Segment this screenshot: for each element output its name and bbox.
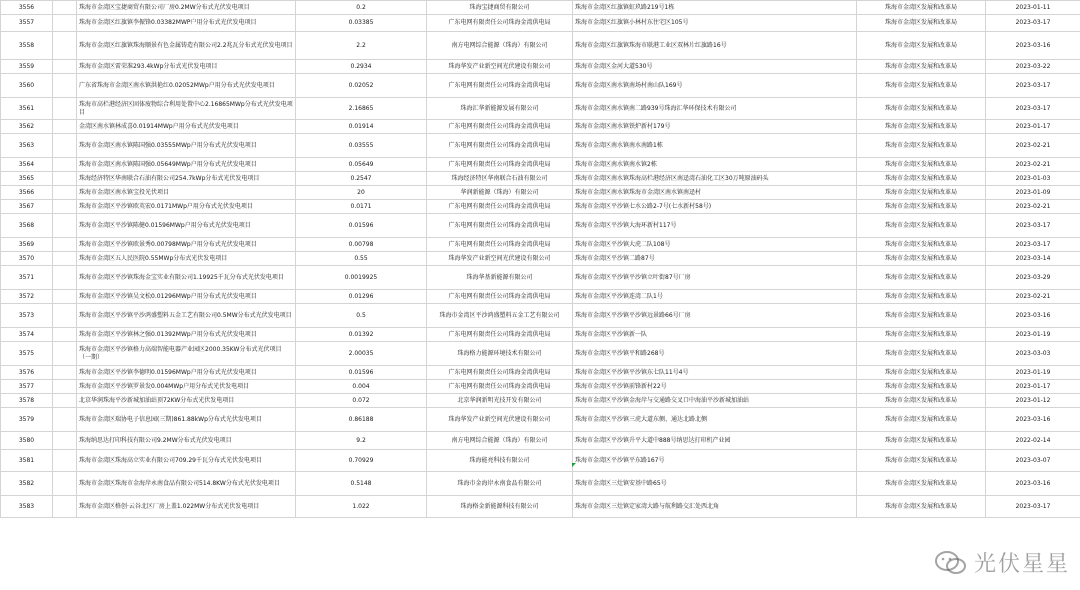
company-cell[interactable]: 广东电网有限责任公司珠海金湾供电局 <box>427 158 573 172</box>
capacity-cell[interactable]: 2.16865 <box>296 98 427 120</box>
row-index[interactable]: 3566 <box>1 186 53 200</box>
date-cell[interactable]: 2023-03-16 <box>986 32 1080 60</box>
company-cell[interactable]: 北京华润新明光技开发有限公司 <box>427 394 573 408</box>
address-cell[interactable]: 珠海市金湾区平沙镇平和路268号 <box>573 342 857 366</box>
table-row <box>1 380 1080 394</box>
address-cell[interactable]: 珠海市金湾区三灶镇定家湾大路与航利路交汇处西北角 <box>573 496 857 518</box>
table-body <box>1 1 1080 518</box>
address-cell[interactable]: 珠海市金湾区南水镇南场村南山队169号 <box>573 74 857 98</box>
row-index[interactable]: 3562 <box>1 120 53 134</box>
row-gap[interactable] <box>53 266 77 290</box>
date-cell[interactable]: 2023-03-29 <box>986 266 1080 290</box>
company-cell[interactable]: 广东电网有限责任公司珠海金湾供电局 <box>427 380 573 394</box>
department-cell[interactable]: 珠海市金湾区发展和改革局 <box>857 472 986 496</box>
company-cell[interactable]: 南方电网综合能源（珠海）有限公司 <box>427 32 573 60</box>
project-name-cell[interactable]: 珠海市高栏港经济区固体废物综合利用处置中心2.16865MWp分布式光伏发电项目 <box>77 98 296 120</box>
row-gap[interactable] <box>53 290 77 304</box>
capacity-cell[interactable]: 0.2 <box>296 1 427 15</box>
table-row <box>1 172 1080 186</box>
date-cell[interactable]: 2022-02-14 <box>986 432 1080 450</box>
watermark-text: 光伏星星 <box>973 552 1070 577</box>
table-row <box>1 472 1080 496</box>
date-cell[interactable]: 2023-01-17 <box>986 120 1080 134</box>
company-cell[interactable]: 珠海宝捷商贸有限公司 <box>427 1 573 15</box>
department-cell[interactable]: 珠海市金湾区发展和改革局 <box>857 304 986 328</box>
capacity-cell[interactable]: 0.0019925 <box>296 266 427 290</box>
capacity-cell[interactable]: 2.00035 <box>296 342 427 366</box>
date-cell[interactable]: 2023-01-17 <box>986 380 1080 394</box>
table-row <box>1 252 1080 266</box>
project-name-cell[interactable]: 金湾区南水镇林成喜0.01914MWp户用分布式光伏发电项目 <box>77 120 296 134</box>
row-index[interactable]: 3581 <box>1 450 53 472</box>
row-index[interactable]: 3569 <box>1 238 53 252</box>
project-name-cell[interactable]: 珠海市金湾区平沙镇平沙鸿盛塑料五金工艺有限公司0.5MW分布式光伏发电项目 <box>77 304 296 328</box>
table-row <box>1 32 1080 60</box>
project-name-cell[interactable]: 珠海市金湾区五人民医院0.55MWp分布式光伏发电项目 <box>77 252 296 266</box>
date-cell[interactable]: 2023-03-16 <box>986 472 1080 496</box>
project-name-cell[interactable]: 珠海市金湾区珠海高立实业有限公司709.29千瓦分布式光伏发电项目 <box>77 450 296 472</box>
address-cell[interactable]: 珠海市金湾区平沙镇大虎二队108号 <box>573 238 857 252</box>
company-cell[interactable]: 珠海格金新能源科技有限公司 <box>427 496 573 518</box>
table-row <box>1 98 1080 120</box>
department-cell[interactable]: 珠海市金湾区发展和改革局 <box>857 342 986 366</box>
capacity-cell[interactable]: 0.03385 <box>296 15 427 32</box>
company-cell[interactable]: 广东电网有限责任公司珠海金湾供电局 <box>427 214 573 238</box>
department-cell[interactable]: 珠海市金湾区发展和改革局 <box>857 380 986 394</box>
project-name-cell[interactable]: 珠海市金湾区格创·云谷北区厂房上盖1.022MW分布式光伏发电项目 <box>77 496 296 518</box>
capacity-cell[interactable]: 0.072 <box>296 394 427 408</box>
company-cell[interactable]: 珠海华基新能源有限公司 <box>427 266 573 290</box>
department-cell[interactable]: 珠海市金湾区发展和改革局 <box>857 158 986 172</box>
date-cell[interactable]: 2023-03-16 <box>986 408 1080 432</box>
department-cell[interactable]: 珠海市金湾区发展和改革局 <box>857 266 986 290</box>
row-index[interactable]: 3578 <box>1 394 53 408</box>
project-name-cell[interactable]: 珠海市金湾区南水镇陈国强0.05649MWp户用分布式光伏发电项目 <box>77 158 296 172</box>
row-gap[interactable] <box>53 186 77 200</box>
date-cell[interactable]: 2023-01-12 <box>986 394 1080 408</box>
address-cell[interactable]: 珠海市金湾区平沙镇前锋新村22号 <box>573 380 857 394</box>
capacity-cell[interactable]: 0.2547 <box>296 172 427 186</box>
department-cell[interactable]: 珠海市金湾区发展和改革局 <box>857 186 986 200</box>
capacity-cell[interactable]: 20 <box>296 186 427 200</box>
row-gap[interactable] <box>53 1 77 15</box>
company-cell[interactable]: 珠海华发产业新空间光伏建设有限公司 <box>427 408 573 432</box>
address-cell[interactable]: 珠海市金湾区红旗镇虹玖路219号1栋 <box>573 1 857 15</box>
department-cell[interactable]: 珠海市金湾区发展和改革局 <box>857 32 986 60</box>
company-cell[interactable]: 广东电网有限责任公司珠海金湾供电局 <box>427 238 573 252</box>
project-name-cell[interactable]: 广东省珠海市金湾区南水镇洪艳红0.02052MWp户用分布式光伏发电项目 <box>77 74 296 98</box>
capacity-cell[interactable]: 0.0171 <box>296 200 427 214</box>
address-cell[interactable]: 珠海市金湾区南水镇铁炉新村179号 <box>573 120 857 134</box>
date-cell[interactable]: 2023-01-09 <box>986 186 1080 200</box>
row-gap[interactable] <box>53 408 77 432</box>
capacity-cell[interactable]: 2.2 <box>296 32 427 60</box>
company-cell[interactable]: 珠海格力能源环境技术有限公司 <box>427 342 573 366</box>
row-index[interactable]: 3580 <box>1 432 53 450</box>
row-gap[interactable] <box>53 380 77 394</box>
company-cell[interactable]: 珠海汇华新能源发展有限公司 <box>427 98 573 120</box>
capacity-cell[interactable]: 0.004 <box>296 380 427 394</box>
row-index[interactable]: 3575 <box>1 342 53 366</box>
capacity-cell[interactable]: 0.01392 <box>296 328 427 342</box>
capacity-cell[interactable]: 9.2 <box>296 432 427 450</box>
project-name-cell[interactable]: 珠海市金湾区平沙镇林之强0.01392MWp户用分布式光伏发电项目 <box>77 328 296 342</box>
company-cell[interactable]: 广东电网有限责任公司珠海金湾供电局 <box>427 74 573 98</box>
department-cell[interactable]: 珠海市金湾区发展和改革局 <box>857 252 986 266</box>
row-index[interactable]: 3564 <box>1 158 53 172</box>
row-gap[interactable] <box>53 366 77 380</box>
capacity-cell[interactable]: 0.5 <box>296 304 427 328</box>
capacity-cell[interactable]: 0.55 <box>296 252 427 266</box>
row-gap[interactable] <box>53 328 77 342</box>
address-cell[interactable]: 珠海市金湾区平沙镇大海环新村117号 <box>573 214 857 238</box>
address-cell[interactable]: 珠海市金湾区平沙镇七水公路2-7号(七水新村58号) <box>573 200 857 214</box>
row-gap[interactable] <box>53 238 77 252</box>
date-cell[interactable]: 2023-02-21 <box>986 200 1080 214</box>
date-cell[interactable]: 2023-03-17 <box>986 496 1080 518</box>
company-cell[interactable]: 广东电网有限责任公司珠海金湾供电局 <box>427 290 573 304</box>
project-name-cell[interactable]: 北京华润珠海平沙新城加油站顶72KW分布式光伏发电项目 <box>77 394 296 408</box>
company-cell[interactable]: 华润新能源（珠海）有限公司 <box>427 186 573 200</box>
project-name-cell[interactable]: 珠海市金湾区红旗镇李振锋0.03382MWP户用分布式光伏发电项目 <box>77 15 296 32</box>
address-cell[interactable]: 珠海市金湾区红旗镇珠海市联港工业区双林片红旗路16号 <box>573 32 857 60</box>
project-name-cell[interactable]: 珠海市金湾区平沙镇欧英宏0.0171MWp户用分布式光伏发电项目 <box>77 200 296 214</box>
department-cell[interactable]: 珠海市金湾区发展和改革局 <box>857 328 986 342</box>
project-name-cell[interactable]: 珠海市金湾区平沙镇欧景秀0.00798MWp户用分布式光伏发电项目 <box>77 238 296 252</box>
department-cell[interactable]: 珠海市金湾区发展和改革局 <box>857 238 986 252</box>
address-cell[interactable]: 珠海市金湾区平沙镇二路87号 <box>573 252 857 266</box>
capacity-cell[interactable]: 0.86188 <box>296 408 427 432</box>
row-gap[interactable] <box>53 158 77 172</box>
row-index[interactable]: 3574 <box>1 328 53 342</box>
project-name-cell[interactable]: 珠海市金湾区瑞协电子信息园(三期)861.88kWp分布式光伏发电项目 <box>77 408 296 432</box>
address-cell[interactable]: 珠海市金湾区平沙镇三虎大道东侧、通达北路北侧 <box>573 408 857 432</box>
capacity-cell[interactable]: 0.70929 <box>296 450 427 472</box>
row-gap[interactable] <box>53 472 77 496</box>
capacity-cell[interactable]: 1.022 <box>296 496 427 518</box>
address-cell[interactable]: 珠海市金湾区南水镇南水镇2栋 <box>573 158 857 172</box>
capacity-cell[interactable]: 0.05649 <box>296 158 427 172</box>
capacity-cell[interactable]: 0.01296 <box>296 290 427 304</box>
date-cell[interactable]: 2023-03-16 <box>986 304 1080 328</box>
row-gap[interactable] <box>53 15 77 32</box>
address-cell[interactable]: 珠海市金湾区金河大道530号 <box>573 60 857 74</box>
company-cell[interactable]: 珠海市金海岸永南食品有限公司 <box>427 472 573 496</box>
date-cell[interactable]: 2023-03-14 <box>986 252 1080 266</box>
company-cell[interactable]: 珠海市金湾区平沙鸿盛塑料五金工艺有限公司 <box>427 304 573 328</box>
row-index[interactable]: 3559 <box>1 60 53 74</box>
row-gap[interactable] <box>53 394 77 408</box>
date-cell[interactable]: 2023-03-03 <box>986 342 1080 366</box>
address-cell[interactable]: 珠海市金湾区平沙镇升平大道中888号纳思达打印机产业园 <box>573 432 857 450</box>
cell-comment-marker <box>572 463 576 467</box>
department-cell[interactable]: 珠海市金湾区发展和改革局 <box>857 432 986 450</box>
row-index[interactable]: 3565 <box>1 172 53 186</box>
table-row <box>1 134 1080 158</box>
project-name-cell[interactable]: 珠海经济特区华南联合石油有限公司254.7kWp分布式光伏发电项目 <box>77 172 296 186</box>
capacity-cell[interactable]: 0.2934 <box>296 60 427 74</box>
row-index[interactable]: 3567 <box>1 200 53 214</box>
date-cell[interactable]: 2023-02-21 <box>986 134 1080 158</box>
company-cell[interactable]: 广东电网有限责任公司珠海金湾供电局 <box>427 15 573 32</box>
table-row <box>1 238 1080 252</box>
project-name-cell[interactable]: 珠海市金湾区平沙镇罗景发0.004MWp户用分布式光伏发电项目 <box>77 380 296 394</box>
department-cell[interactable]: 珠海市金湾区发展和改革局 <box>857 408 986 432</box>
date-cell[interactable]: 2023-01-11 <box>986 1 1080 15</box>
table-row <box>1 1 1080 15</box>
capacity-cell[interactable]: 0.01914 <box>296 120 427 134</box>
department-cell[interactable]: 珠海市金湾区发展和改革局 <box>857 214 986 238</box>
row-gap[interactable] <box>53 98 77 120</box>
row-index[interactable]: 3568 <box>1 214 53 238</box>
table-row <box>1 200 1080 214</box>
department-cell[interactable]: 珠海市金湾区发展和改革局 <box>857 172 986 186</box>
row-gap[interactable] <box>53 120 77 134</box>
date-cell[interactable]: 2023-02-21 <box>986 290 1080 304</box>
row-index[interactable]: 3573 <box>1 304 53 328</box>
row-index[interactable]: 3577 <box>1 380 53 394</box>
address-cell[interactable]: 珠海市金湾区南水镇珠海高栏港经济区南迳湾石油化工区30万吨原油码头 <box>573 172 857 186</box>
table-row <box>1 342 1080 366</box>
date-cell[interactable]: 2023-01-19 <box>986 328 1080 342</box>
company-cell[interactable]: 广东电网有限责任公司珠海金湾供电局 <box>427 366 573 380</box>
company-cell[interactable]: 广东电网有限责任公司珠海金湾供电局 <box>427 200 573 214</box>
table-row <box>1 290 1080 304</box>
capacity-cell[interactable]: 0.01596 <box>296 214 427 238</box>
table-row <box>1 432 1080 450</box>
address-cell[interactable]: 珠海市金湾区平沙镇平沙镇远景路66号厂房 <box>573 304 857 328</box>
row-index[interactable]: 3563 <box>1 134 53 158</box>
capacity-cell[interactable]: 0.01596 <box>296 366 427 380</box>
row-index[interactable]: 3576 <box>1 366 53 380</box>
date-cell[interactable]: 2023-03-17 <box>986 15 1080 32</box>
project-name-cell[interactable]: 珠海市金湾区珠海市金海岸永南食品有限公司514.8KW分布式光伏发电项目 <box>77 472 296 496</box>
capacity-cell[interactable]: 0.00798 <box>296 238 427 252</box>
table-row <box>1 266 1080 290</box>
department-cell[interactable]: 珠海市金湾区发展和改革局 <box>857 134 986 158</box>
project-name-cell[interactable]: 珠海纳思达打印科技有限公司9.2MW分布式光伏发电项目 <box>77 432 296 450</box>
project-name-cell[interactable]: 珠海市金湾区平沙镇陈健0.01596MWp户用分布式光伏发电项目 <box>77 214 296 238</box>
table-row <box>1 60 1080 74</box>
department-cell[interactable]: 珠海市金湾区发展和改革局 <box>857 394 986 408</box>
row-gap[interactable] <box>53 342 77 366</box>
table-row <box>1 496 1080 518</box>
row-gap[interactable] <box>53 214 77 238</box>
date-cell[interactable]: 2023-03-07 <box>986 450 1080 472</box>
department-cell[interactable]: 珠海市金湾区发展和改革局 <box>857 15 986 32</box>
row-index[interactable]: 3561 <box>1 98 53 120</box>
company-cell[interactable]: 珠海华发产业新空间光伏建设有限公司 <box>427 60 573 74</box>
row-index[interactable]: 3579 <box>1 408 53 432</box>
project-name-cell[interactable]: 珠海市金湾区雷荣准293.4kWp分布式光伏发电项目 <box>77 60 296 74</box>
table-row <box>1 408 1080 432</box>
table-row <box>1 366 1080 380</box>
date-cell[interactable]: 2023-03-17 <box>986 238 1080 252</box>
department-cell[interactable]: 珠海市金湾区发展和改革局 <box>857 450 986 472</box>
company-cell[interactable]: 南方电网综合能源（珠海）有限公司 <box>427 432 573 450</box>
table-row <box>1 186 1080 200</box>
table-row <box>1 120 1080 134</box>
table-row <box>1 74 1080 98</box>
project-name-cell[interactable]: 珠海市金湾区平沙镇格力高端智能电器产业园区2000.35KW分布式光伏项目（一期） <box>77 342 296 366</box>
address-cell[interactable]: 珠海市金湾区南水镇南二路939号珠海汇华环保技术有限公司 <box>573 98 857 120</box>
department-cell[interactable]: 珠海市金湾区发展和改革局 <box>857 60 986 74</box>
address-cell[interactable]: 珠海市金湾区红旗镇小林村东住宅区105号 <box>573 15 857 32</box>
address-cell[interactable]: 珠海市金湾区平沙镇连湾二队1号 <box>573 290 857 304</box>
row-gap[interactable] <box>53 74 77 98</box>
capacity-cell[interactable]: 0.5148 <box>296 472 427 496</box>
table-row <box>1 328 1080 342</box>
company-cell[interactable]: 珠海能亮科技有限公司 <box>427 450 573 472</box>
project-name-cell[interactable]: 珠海市金湾区宝捷商贸有限公司厂房0.2MW分布式光伏发电项目 <box>77 1 296 15</box>
department-cell[interactable]: 珠海市金湾区发展和改革局 <box>857 120 986 134</box>
table-row <box>1 15 1080 32</box>
address-cell[interactable]: 珠海市金湾区南水镇珠海市金湾区南水镇南迳村 <box>573 186 857 200</box>
company-cell[interactable]: 珠海华发产业新空间光伏建设有限公司 <box>427 252 573 266</box>
department-cell[interactable]: 珠海市金湾区发展和改革局 <box>857 98 986 120</box>
project-name-cell[interactable]: 珠海市金湾区平沙镇吴文松0.01296MWp户用分布式光伏发电项目 <box>77 290 296 304</box>
date-cell[interactable]: 2023-03-22 <box>986 60 1080 74</box>
date-cell[interactable]: 2023-01-03 <box>986 172 1080 186</box>
company-cell[interactable]: 珠海经济特区华南联合石油有限公司 <box>427 172 573 186</box>
department-cell[interactable]: 珠海市金湾区发展和改革局 <box>857 366 986 380</box>
date-cell[interactable]: 2023-03-17 <box>986 74 1080 98</box>
row-index[interactable]: 3557 <box>1 15 53 32</box>
address-cell[interactable]: 珠海市金湾区南水镇南水南路1栋 <box>573 134 857 158</box>
table-row <box>1 304 1080 328</box>
address-cell[interactable]: 珠海市金湾区平沙镇平东路167号 <box>573 450 857 472</box>
row-index[interactable]: 3556 <box>1 1 53 15</box>
date-cell[interactable]: 2023-03-17 <box>986 98 1080 120</box>
row-gap[interactable] <box>53 252 77 266</box>
department-cell[interactable]: 珠海市金湾区发展和改革局 <box>857 1 986 15</box>
project-name-cell[interactable]: 珠海市金湾区红旗镇珠海顺景有色金属铸造有限公司2.2兆瓦分布式光伏发电项目 <box>77 32 296 60</box>
row-index[interactable]: 3583 <box>1 496 53 518</box>
row-gap[interactable] <box>53 32 77 60</box>
row-gap[interactable] <box>53 172 77 186</box>
address-cell[interactable]: 珠海市金湾区三灶镇安基中路65号 <box>573 472 857 496</box>
company-cell[interactable]: 广东电网有限责任公司珠海金湾供电局 <box>427 328 573 342</box>
row-gap[interactable] <box>53 450 77 472</box>
company-cell[interactable]: 广东电网有限责任公司珠海金湾供电局 <box>427 134 573 158</box>
row-gap[interactable] <box>53 200 77 214</box>
project-name-cell[interactable]: 珠海市金湾区平沙镇珠海金宝实业有限公司1.19925千瓦分布式光伏发电项目 <box>77 266 296 290</box>
address-cell[interactable]: 珠海市金湾区平沙镇新一队 <box>573 328 857 342</box>
department-cell[interactable]: 珠海市金湾区发展和改革局 <box>857 290 986 304</box>
table-row <box>1 450 1080 472</box>
row-gap[interactable] <box>53 432 77 450</box>
company-cell[interactable]: 广东电网有限责任公司珠海金湾供电局 <box>427 120 573 134</box>
date-cell[interactable]: 2023-03-17 <box>986 214 1080 238</box>
address-cell[interactable]: 珠海市金湾区平沙镇平沙镇东七队11号4号 <box>573 366 857 380</box>
row-gap[interactable] <box>53 496 77 518</box>
department-cell[interactable]: 珠海市金湾区发展和改革局 <box>857 496 986 518</box>
row-index[interactable]: 3582 <box>1 472 53 496</box>
project-name-cell[interactable]: 珠海市金湾区南水镇宝投光伏项目 <box>77 186 296 200</box>
project-name-cell[interactable]: 珠海市金湾区南水镇陈国强0.03555MWp户用分布式光伏发电项目 <box>77 134 296 158</box>
row-index[interactable]: 3558 <box>1 32 53 60</box>
capacity-cell[interactable]: 0.02052 <box>296 74 427 98</box>
department-cell[interactable]: 珠海市金湾区发展和改革局 <box>857 74 986 98</box>
row-index[interactable]: 3572 <box>1 290 53 304</box>
row-index[interactable]: 3571 <box>1 266 53 290</box>
department-cell[interactable]: 珠海市金湾区发展和改革局 <box>857 200 986 214</box>
project-name-cell[interactable]: 珠海市金湾区平沙镇李德明0.01596MWp户用分布式光伏发电项目 <box>77 366 296 380</box>
capacity-cell[interactable]: 0.03555 <box>296 134 427 158</box>
row-gap[interactable] <box>53 134 77 158</box>
table-row <box>1 214 1080 238</box>
table-row <box>1 394 1080 408</box>
address-cell[interactable]: 珠海市金湾区平沙镇金海岸与交通路交叉口中海油平沙新城加油站 <box>573 394 857 408</box>
row-gap[interactable] <box>53 304 77 328</box>
date-cell[interactable]: 2023-01-19 <box>986 366 1080 380</box>
row-gap[interactable] <box>53 60 77 74</box>
table-row <box>1 158 1080 172</box>
row-index[interactable]: 3560 <box>1 74 53 98</box>
row-index[interactable]: 3570 <box>1 252 53 266</box>
date-cell[interactable]: 2023-02-21 <box>986 158 1080 172</box>
address-cell[interactable]: 珠海市金湾区平沙镇平沙镇立叶街87号厂房 <box>573 266 857 290</box>
